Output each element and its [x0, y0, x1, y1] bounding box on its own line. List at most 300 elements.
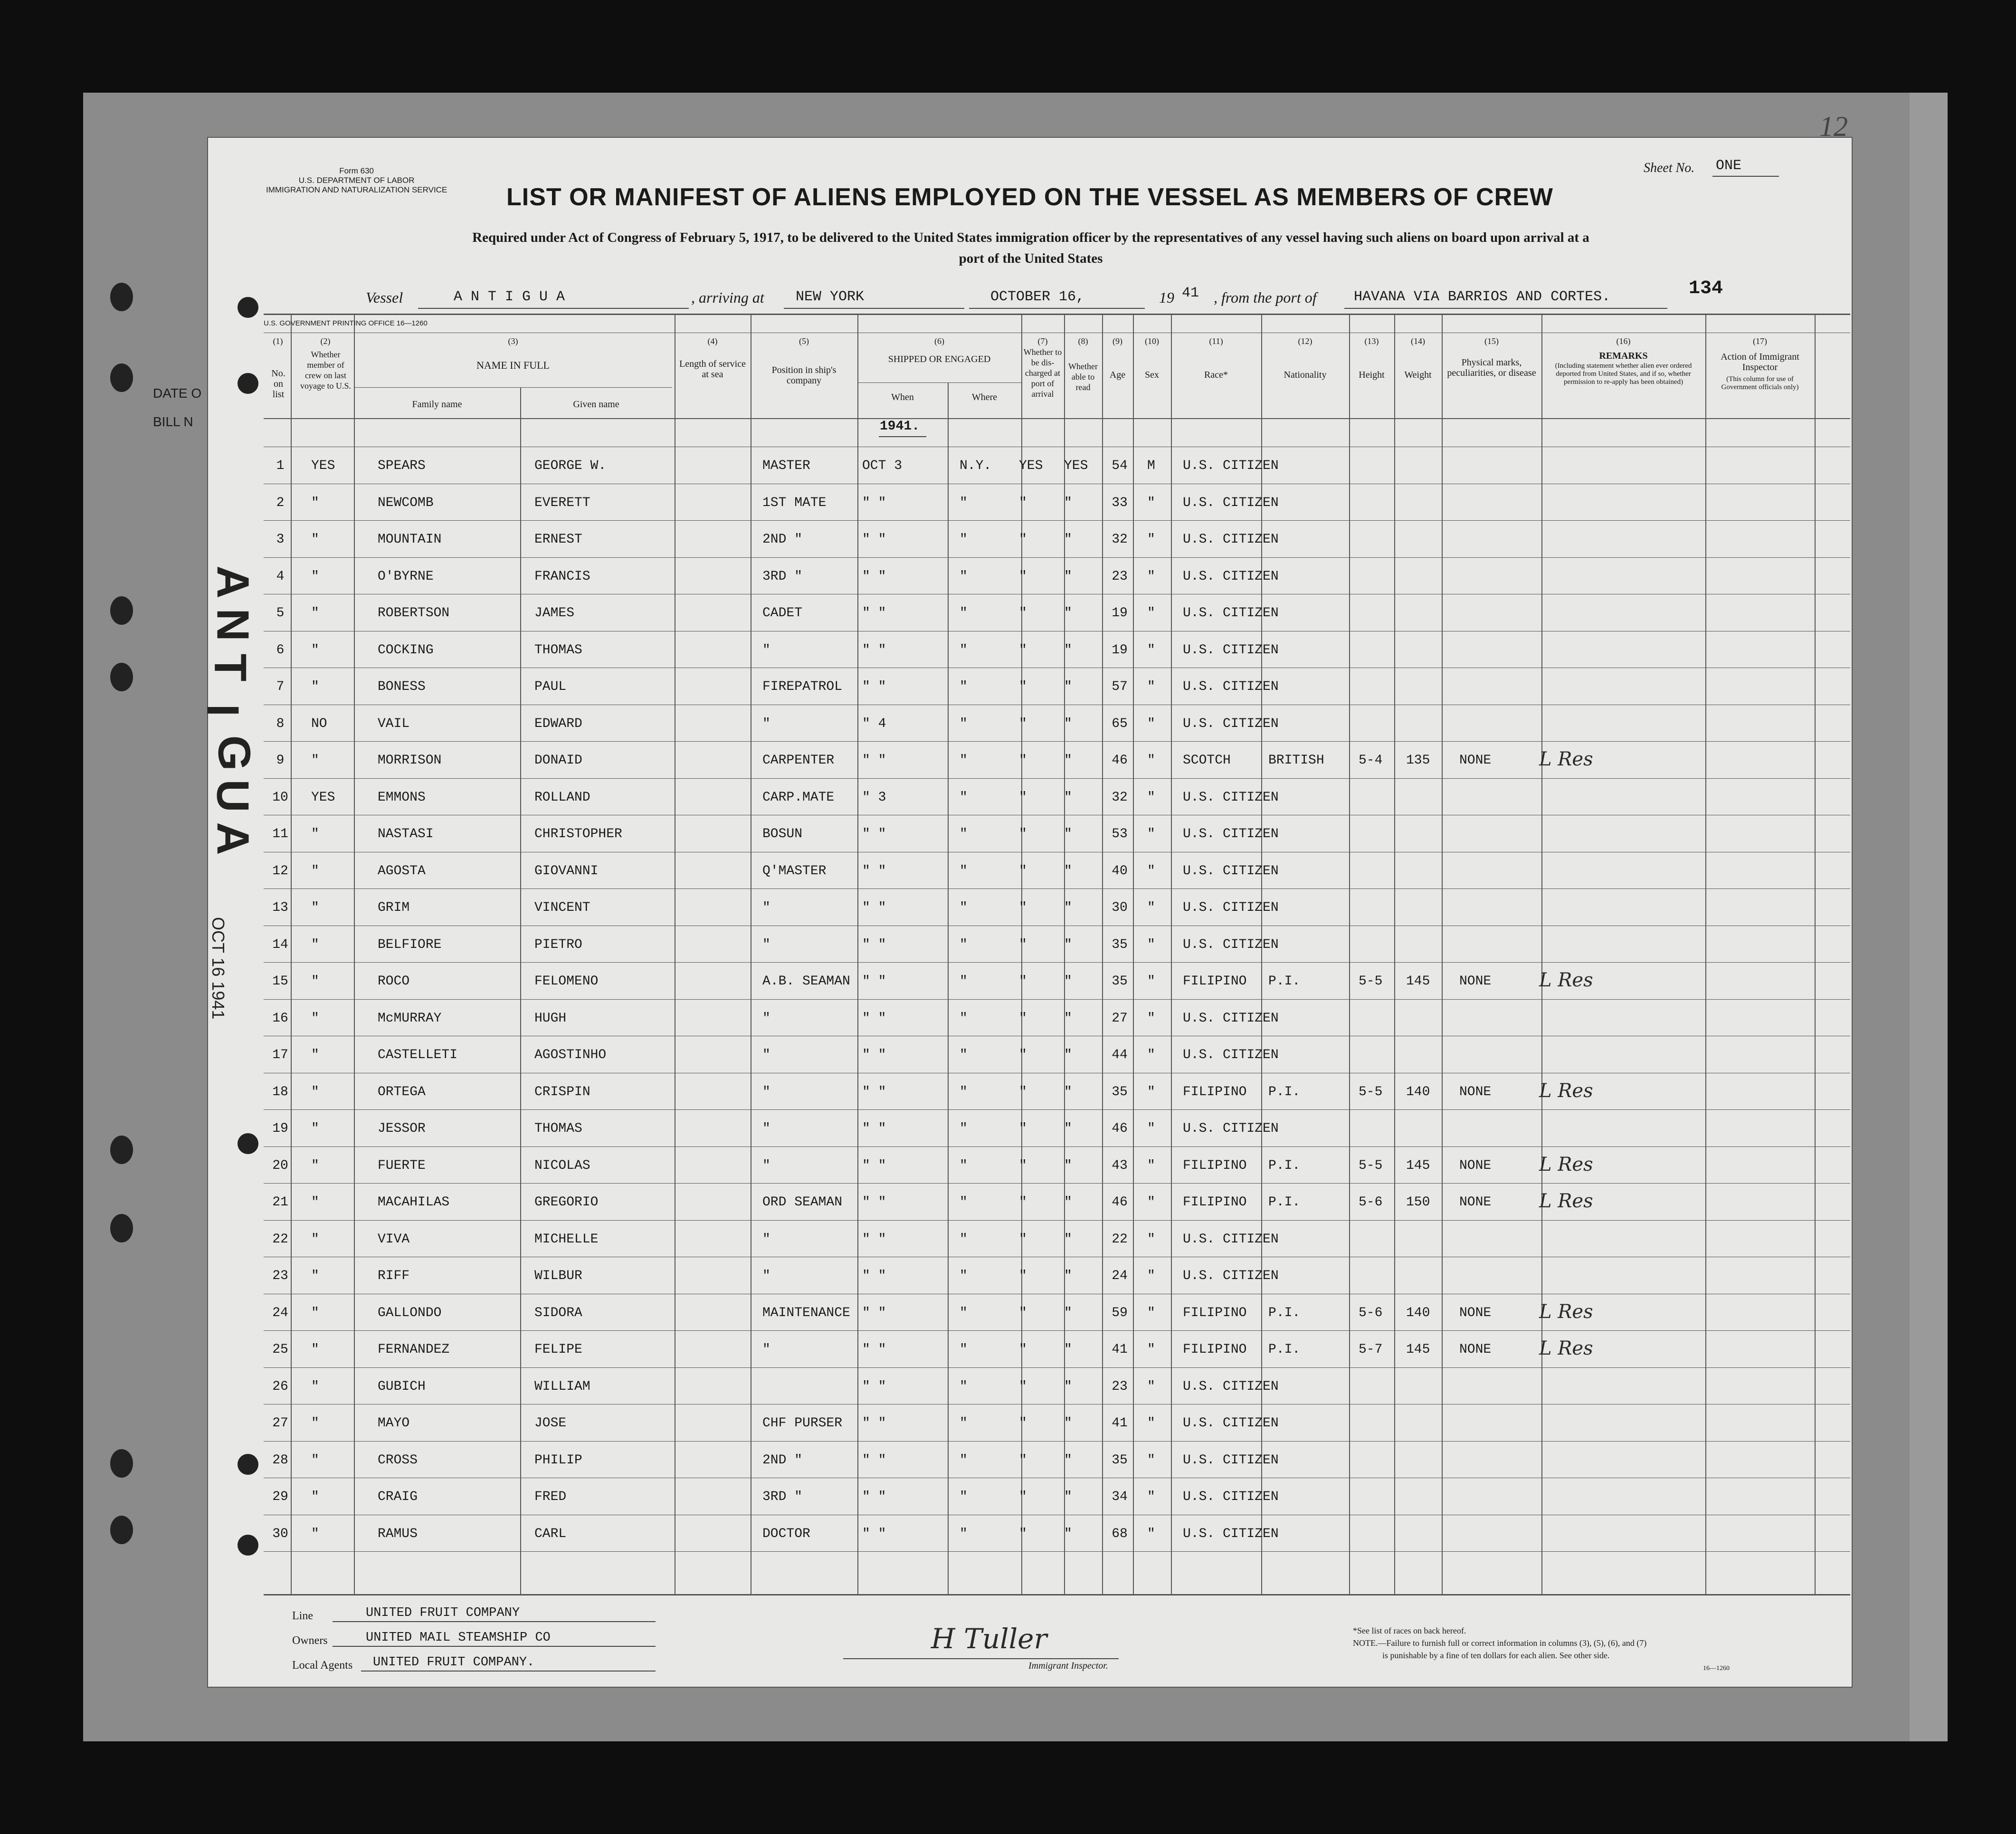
cell-read: " — [1064, 1342, 1072, 1357]
cell-read: " — [1064, 1416, 1072, 1431]
cell-when: " " — [862, 679, 886, 694]
inspector-remark: L Res — [1539, 1079, 1593, 1102]
cell-last: " — [311, 1048, 319, 1062]
cell-read: " — [1064, 974, 1072, 989]
cell-sex: " — [1147, 1011, 1155, 1026]
cell-read: " — [1064, 716, 1072, 731]
column-rule — [354, 314, 355, 1594]
cell-no: 28 — [272, 1452, 288, 1468]
vessel-name: A N T I G U A — [454, 289, 565, 305]
department-name: U.S. DEPARTMENT OF LABOR — [298, 176, 415, 185]
cell-read: " — [1064, 1526, 1072, 1541]
column-rule — [291, 314, 292, 1594]
binder-hole — [110, 1516, 133, 1544]
row-rule — [264, 741, 1850, 742]
cell-when: " " — [862, 1526, 886, 1541]
row-rule — [264, 1109, 1850, 1110]
cell-race: U.S. CITIZEN — [1183, 1379, 1279, 1394]
row-rule — [264, 962, 1850, 963]
cell-when: " " — [862, 1232, 886, 1247]
cell-when: " " — [862, 1342, 886, 1357]
col-3-num: (3) — [508, 336, 518, 346]
cell-given: JOSE — [534, 1416, 567, 1431]
cell-family: VAIL — [378, 716, 410, 731]
column-rule — [1394, 314, 1395, 1594]
cell-sex: " — [1147, 495, 1155, 510]
cell-age: 32 — [1112, 532, 1128, 547]
penalty-note: NOTE.—Failure to furnish full or correct information in columns (3), (5), (6), and (7) — [1353, 1638, 1647, 1648]
where-header: Where — [971, 392, 998, 402]
cell-age: 35 — [1112, 1452, 1128, 1468]
cell-where: " — [960, 1195, 968, 1210]
line-value: UNITED FRUIT COMPANY — [366, 1606, 520, 1620]
cell-age: 35 — [1112, 974, 1128, 989]
cell-discharged: " — [1019, 790, 1027, 805]
cell-race: U.S. CITIZEN — [1183, 790, 1279, 805]
cell-family: CRAIG — [378, 1490, 418, 1504]
cell-where: " — [960, 532, 968, 547]
cell-no: 5 — [276, 606, 285, 621]
column-rule — [857, 314, 858, 1594]
col-16-header: REMARKS — [1599, 351, 1648, 361]
cell-position: 2ND " — [762, 1452, 803, 1468]
cell-age: 40 — [1112, 863, 1128, 879]
cell-read: " — [1064, 606, 1072, 621]
cell-when: " " — [862, 974, 886, 989]
cell-when: " " — [862, 606, 886, 621]
cell-position: 1ST MATE — [762, 495, 827, 510]
cell-position: A.B. SEAMAN — [762, 974, 850, 989]
cell-race: U.S. CITIZEN — [1183, 606, 1279, 621]
cell-no: 15 — [272, 974, 288, 989]
cell-given: PIETRO — [534, 937, 582, 952]
col-1-num: (1) — [273, 336, 283, 346]
cell-marks: NONE — [1459, 753, 1492, 768]
cell-height: 5-6 — [1359, 1195, 1383, 1210]
cell-age: 34 — [1112, 1490, 1128, 1504]
cell-last: " — [311, 1195, 319, 1210]
cell-age: 46 — [1112, 753, 1128, 768]
cell-last: " — [311, 827, 319, 841]
cell-sex: " — [1147, 1379, 1155, 1394]
cell-position: CARP.MATE — [762, 790, 835, 805]
cell-family: ROBERTSON — [378, 606, 450, 621]
cell-given: CRISPIN — [534, 1084, 590, 1099]
cell-no: 26 — [272, 1379, 288, 1394]
cell-given: THOMAS — [534, 1121, 582, 1136]
binder-hole — [110, 596, 133, 625]
cell-when: " " — [862, 1379, 886, 1394]
cell-last: " — [311, 1490, 319, 1504]
column-rule — [1171, 314, 1172, 1594]
cell-position: 3RD " — [762, 1490, 803, 1504]
col-11-num: (11) — [1209, 336, 1223, 346]
cell-family: VIVA — [378, 1232, 410, 1247]
service-name: IMMIGRATION AND NATURALIZATION SERVICE — [266, 185, 447, 194]
cell-last: " — [311, 974, 319, 989]
column-rule — [1705, 314, 1706, 1594]
cell-last: NO — [311, 716, 327, 731]
cell-age: 68 — [1112, 1526, 1128, 1541]
col-7-num: (7) — [1037, 336, 1048, 346]
cell-weight: 135 — [1406, 753, 1430, 768]
cell-sex: " — [1147, 827, 1155, 841]
cell-where: " — [960, 569, 968, 584]
arrival-date: OCTOBER 16, — [990, 289, 1085, 305]
cell-sex: " — [1147, 790, 1155, 805]
cell-family: MOUNTAIN — [378, 532, 442, 547]
cell-height: 5-5 — [1359, 1084, 1383, 1099]
sheet-no-label: Sheet No. — [1644, 161, 1695, 175]
binder-hole — [110, 283, 133, 311]
inspector-remark: L Res — [1539, 969, 1593, 991]
cell-age: 22 — [1112, 1232, 1128, 1247]
cell-discharged: " — [1019, 1526, 1027, 1541]
cell-sex: " — [1147, 569, 1155, 584]
agents-underline — [361, 1671, 656, 1672]
cell-position: ORD SEAMAN — [762, 1195, 843, 1210]
signature-underline — [843, 1658, 1119, 1659]
cell-last: " — [311, 1305, 319, 1320]
column-rule — [1541, 314, 1542, 1594]
year-entry: 1941. — [880, 419, 920, 434]
col-8-num: (8) — [1078, 336, 1088, 346]
cell-family: MACAHILAS — [378, 1195, 450, 1210]
row-rule — [264, 888, 1850, 889]
cell-nat: P.I. — [1268, 974, 1301, 989]
cell-when: " " — [862, 900, 886, 915]
cell-age: 43 — [1112, 1158, 1128, 1173]
cell-family: McMURRAY — [378, 1011, 442, 1026]
cell-where: " — [960, 606, 968, 621]
cell-discharged: " — [1019, 716, 1027, 731]
inspector-remark: L Res — [1539, 748, 1593, 770]
col-5-header: Position in ship's company — [771, 365, 837, 386]
cell-family: AGOSTA — [378, 863, 426, 879]
cell-family: SPEARS — [378, 458, 426, 473]
line-underline — [333, 1621, 656, 1622]
cell-family: COCKING — [378, 642, 434, 658]
cell-age: 57 — [1112, 679, 1128, 694]
port-underline — [784, 308, 964, 309]
row-rule — [264, 520, 1850, 521]
cell-no: 30 — [272, 1526, 288, 1541]
cell-age: 59 — [1112, 1305, 1128, 1320]
cell-last: " — [311, 569, 319, 584]
cell-nat: P.I. — [1268, 1084, 1301, 1099]
row-rule — [264, 1146, 1850, 1147]
cell-no: 20 — [272, 1158, 288, 1173]
cell-nat: P.I. — [1268, 1158, 1301, 1173]
cell-family: GRIM — [378, 900, 410, 915]
cell-read: " — [1064, 532, 1072, 547]
name-subheader-rule — [354, 387, 672, 388]
inspector-remark: L Res — [1539, 1337, 1593, 1359]
cell-discharged: " — [1019, 1195, 1027, 1210]
cell-read: " — [1064, 642, 1072, 658]
cell-family: MORRISON — [378, 753, 442, 768]
cell-last: " — [311, 1232, 319, 1247]
cell-height: 5-4 — [1359, 753, 1383, 768]
cell-nat: P.I. — [1268, 1342, 1301, 1357]
side-date-label: DATE O — [153, 386, 202, 401]
cell-no: 6 — [276, 642, 285, 658]
cell-nat: P.I. — [1268, 1195, 1301, 1210]
from-port-label: , from the port of — [1214, 289, 1317, 306]
cell-last: " — [311, 1011, 319, 1026]
owners-underline — [333, 1646, 656, 1647]
cell-where: " — [960, 716, 968, 731]
col-17-header: Action of Immigrant Inspector — [1721, 352, 1799, 373]
row-rule — [264, 557, 1850, 558]
cell-discharged: " — [1019, 606, 1027, 621]
col-9-header: Age — [1109, 370, 1126, 380]
stamp-letter: A — [207, 565, 258, 599]
cell-read: " — [1064, 1305, 1072, 1320]
cell-given: GIOVANNI — [534, 863, 599, 879]
when-header: When — [891, 392, 914, 402]
cell-race: FILIPINO — [1183, 1158, 1247, 1173]
cell-discharged: " — [1019, 1121, 1027, 1136]
col-7-header: Whether to be dis-charged at port of arrival — [1023, 347, 1062, 399]
cell-given: FELOMENO — [534, 974, 599, 989]
cell-given: WILBUR — [534, 1269, 582, 1283]
row-rule — [264, 1183, 1850, 1184]
cell-race: U.S. CITIZEN — [1183, 1452, 1279, 1468]
cell-last: " — [311, 495, 319, 510]
cell-weight: 145 — [1406, 1158, 1430, 1173]
cell-where: " — [960, 1158, 968, 1173]
cell-no: 16 — [272, 1011, 288, 1026]
cell-race: U.S. CITIZEN — [1183, 458, 1279, 473]
row-rule — [264, 1367, 1850, 1368]
cell-no: 12 — [272, 863, 288, 879]
cell-where: " — [960, 900, 968, 915]
inspector-remark: L Res — [1539, 1190, 1593, 1212]
col-11-header: Race* — [1204, 370, 1228, 380]
cell-given: JAMES — [534, 606, 575, 621]
cell-race: U.S. CITIZEN — [1183, 1490, 1279, 1504]
cell-read: " — [1064, 900, 1072, 915]
cell-race: FILIPINO — [1183, 1084, 1247, 1099]
cell-family: CROSS — [378, 1452, 418, 1468]
cell-sex: M — [1147, 458, 1155, 473]
cell-discharged: " — [1019, 1416, 1027, 1431]
cell-when: " 4 — [862, 716, 886, 731]
cell-given: VINCENT — [534, 900, 590, 915]
cell-last: " — [311, 1526, 319, 1541]
stamp-letter: A — [207, 822, 258, 855]
vessel-underline — [418, 308, 689, 309]
cell-where: " — [960, 1416, 968, 1431]
cell-read: " — [1064, 790, 1072, 805]
cell-read: " — [1064, 1158, 1072, 1173]
cell-where: " — [960, 937, 968, 952]
column-rule — [1133, 314, 1134, 1594]
punch-hole — [238, 373, 258, 394]
row-rule — [264, 999, 1850, 1000]
cell-no: 23 — [272, 1269, 288, 1283]
cell-marks: NONE — [1459, 1305, 1492, 1320]
cell-given: GEORGE W. — [534, 458, 607, 473]
cell-sex: " — [1147, 1526, 1155, 1541]
subtitle-line-2: port of the United States — [959, 251, 1103, 266]
col-14-num: (14) — [1411, 336, 1425, 346]
cell-when: " " — [862, 937, 886, 952]
column-rule — [520, 387, 521, 1594]
cell-last: " — [311, 937, 319, 952]
col-10-header: Sex — [1145, 370, 1159, 380]
cell-age: 35 — [1112, 1084, 1128, 1099]
cell-given: DONAID — [534, 753, 582, 768]
cell-last: " — [311, 642, 319, 658]
cell-weight: 140 — [1406, 1305, 1430, 1320]
sheet-no-value: ONE — [1716, 158, 1742, 174]
cell-position: " — [762, 1232, 770, 1247]
cell-read: " — [1064, 1232, 1072, 1247]
cell-nat: P.I. — [1268, 1305, 1301, 1320]
header-bottom-border — [264, 418, 1850, 419]
col-16-subheader: (Including statement whether alien ever ordered deported from United States, and if so, whether permission to re-apply has been obtained) — [1555, 362, 1692, 386]
cell-discharged: " — [1019, 1084, 1027, 1099]
cell-race: FILIPINO — [1183, 1305, 1247, 1320]
cell-position: " — [762, 716, 770, 731]
cell-given: NICOLAS — [534, 1158, 590, 1173]
cell-no: 21 — [272, 1195, 288, 1210]
cell-no: 24 — [272, 1305, 288, 1320]
cell-last: " — [311, 1269, 319, 1283]
cell-position: " — [762, 900, 770, 915]
stamp-letter: G — [209, 735, 260, 771]
col-15-header: Physical marks, peculiarities, or disease — [1447, 357, 1536, 378]
cell-read: " — [1064, 1121, 1072, 1136]
col-6-num: (6) — [934, 336, 944, 346]
arriving-label: , arriving at — [691, 289, 764, 306]
cell-no: 8 — [276, 716, 285, 731]
cell-no: 17 — [272, 1048, 288, 1062]
cell-race: U.S. CITIZEN — [1183, 1048, 1279, 1062]
cell-where: " — [960, 1452, 968, 1468]
cell-age: 30 — [1112, 900, 1128, 915]
cell-last: " — [311, 606, 319, 621]
cell-last: " — [311, 1158, 319, 1173]
cell-age: 27 — [1112, 1011, 1128, 1026]
cell-family: NASTASI — [378, 827, 434, 841]
cell-race: U.S. CITIZEN — [1183, 863, 1279, 879]
sheet-underline — [1712, 176, 1779, 177]
punch-hole — [238, 1133, 258, 1154]
printing-office: U.S. GOVERNMENT PRINTING OFFICE 16—1260 — [264, 319, 428, 327]
cell-sex: " — [1147, 937, 1155, 952]
owners-value: UNITED MAIL STEAMSHIP CO — [366, 1631, 551, 1645]
cell-when: " " — [862, 753, 886, 768]
cell-given: SIDORA — [534, 1305, 582, 1320]
table-bottom-border — [264, 1594, 1850, 1595]
cell-given: PHILIP — [534, 1452, 582, 1468]
cell-family: FERNANDEZ — [378, 1342, 450, 1357]
cell-nat: BRITISH — [1268, 753, 1324, 768]
cell-marks: NONE — [1459, 1195, 1492, 1210]
cell-where: N.Y. — [960, 458, 992, 473]
cell-race: U.S. CITIZEN — [1183, 569, 1279, 584]
cell-given: MICHELLE — [534, 1232, 599, 1247]
cell-sex: " — [1147, 1048, 1155, 1062]
cell-position: " — [762, 1121, 770, 1136]
col-14-header: Weight — [1404, 370, 1432, 380]
cell-when: " " — [862, 1195, 886, 1210]
cell-where: " — [960, 1379, 968, 1394]
cell-age: 35 — [1112, 937, 1128, 952]
cell-discharged: " — [1019, 827, 1027, 841]
cell-family: RIFF — [378, 1269, 410, 1283]
cell-no: 29 — [272, 1490, 288, 1504]
row-rule — [264, 1551, 1850, 1552]
cell-when: " " — [862, 1416, 886, 1431]
cell-race: U.S. CITIZEN — [1183, 900, 1279, 915]
cell-sex: " — [1147, 900, 1155, 915]
cell-read: " — [1064, 495, 1072, 510]
cell-height: 5-5 — [1359, 974, 1383, 989]
cell-sex: " — [1147, 1269, 1155, 1283]
cell-sex: " — [1147, 679, 1155, 694]
cell-race: U.S. CITIZEN — [1183, 827, 1279, 841]
cell-last: " — [311, 753, 319, 768]
cell-no: 19 — [272, 1121, 288, 1136]
column-rule — [1815, 314, 1816, 1594]
cell-family: FUERTE — [378, 1158, 426, 1173]
row-rule — [264, 1441, 1850, 1442]
cell-when: " " — [862, 1158, 886, 1173]
cell-read: " — [1064, 863, 1072, 879]
cell-race: U.S. CITIZEN — [1183, 642, 1279, 658]
cell-given: PAUL — [534, 679, 567, 694]
cell-when: " " — [862, 1084, 886, 1099]
cell-age: 41 — [1112, 1416, 1128, 1431]
cell-marks: NONE — [1459, 1158, 1492, 1173]
cell-read: " — [1064, 1490, 1072, 1504]
col-5-num: (5) — [799, 336, 809, 346]
cell-age: 23 — [1112, 569, 1128, 584]
cell-age: 19 — [1112, 642, 1128, 658]
col-17-num: (17) — [1753, 336, 1767, 346]
punch-hole — [238, 1454, 258, 1475]
cell-last: YES — [311, 458, 335, 473]
col-9-num: (9) — [1113, 336, 1122, 346]
cell-no: 7 — [276, 679, 285, 694]
col-4-num: (4) — [707, 336, 718, 346]
cell-sex: " — [1147, 716, 1155, 731]
cell-discharged: " — [1019, 642, 1027, 658]
cell-read: YES — [1064, 458, 1088, 473]
cell-last: " — [311, 1416, 319, 1431]
col-4-header: Length of service at sea — [679, 359, 746, 380]
cell-given: GREGORIO — [534, 1195, 599, 1210]
column-rule — [948, 382, 949, 1594]
cell-when: " " — [862, 1269, 886, 1283]
cell-position: MAINTENANCE — [762, 1305, 850, 1320]
cell-position: Q'MASTER — [762, 863, 827, 879]
cell-race: U.S. CITIZEN — [1183, 679, 1279, 694]
cell-family: BELFIORE — [378, 937, 442, 952]
binder-hole — [110, 663, 133, 691]
inspector-remark: L Res — [1539, 1300, 1593, 1323]
col-13-num: (13) — [1364, 336, 1379, 346]
cell-read: " — [1064, 569, 1072, 584]
cell-race: U.S. CITIZEN — [1183, 1011, 1279, 1026]
cell-no: 2 — [276, 495, 285, 510]
cell-sex: " — [1147, 1121, 1155, 1136]
col-12-header: Nationality — [1284, 370, 1327, 380]
